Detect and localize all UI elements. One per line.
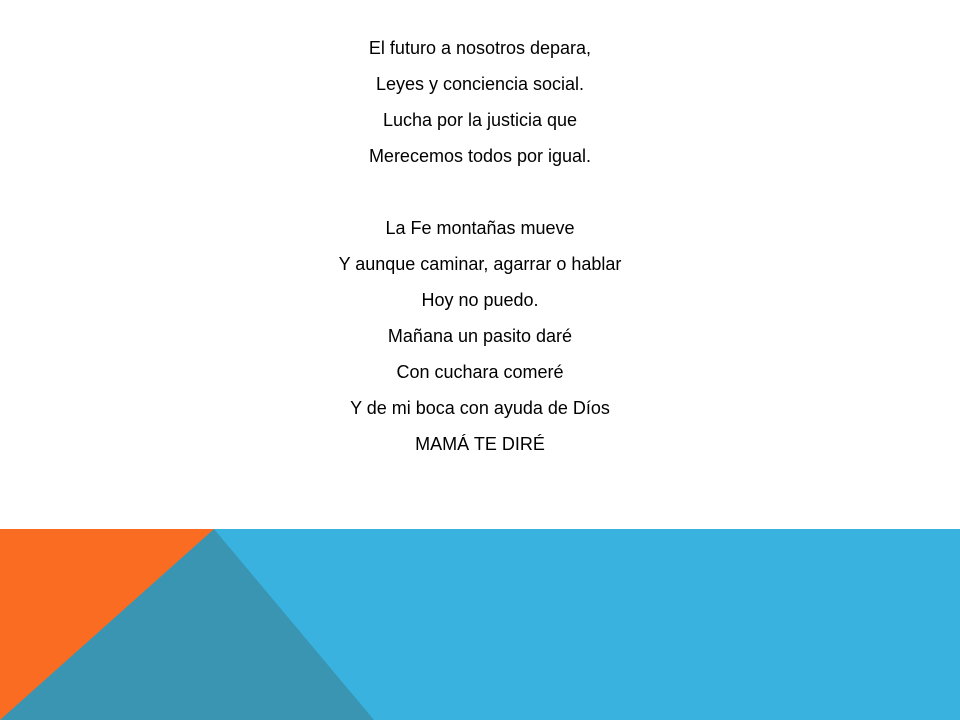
stanza-1 [0,30,960,174]
poem-line: El futuro a nosotros depara, [368,38,592,58]
poem-line: Y de mi boca con ayuda de Díos [350,398,610,418]
poem-line: Lucha por la justicia que [382,110,578,130]
poem-line: Merecemos todos por igual. [368,146,592,166]
poem-line: Con cuchara comeré [396,362,564,382]
poem-line: Hoy no puedo. [421,290,539,310]
decorative-footer [0,529,960,720]
poem-line: Y aunque caminar, agarrar o hablar [338,254,622,274]
poem-line: Leyes y conciencia social. [375,74,585,94]
poem-line: Mañana un pasito daré [387,326,573,346]
poem-line: La Fe montañas mueve [385,218,575,238]
poem-line: MAMÁ TE DIRÉ [415,434,545,454]
poem-text [0,30,960,462]
stanza-2 [0,210,960,462]
